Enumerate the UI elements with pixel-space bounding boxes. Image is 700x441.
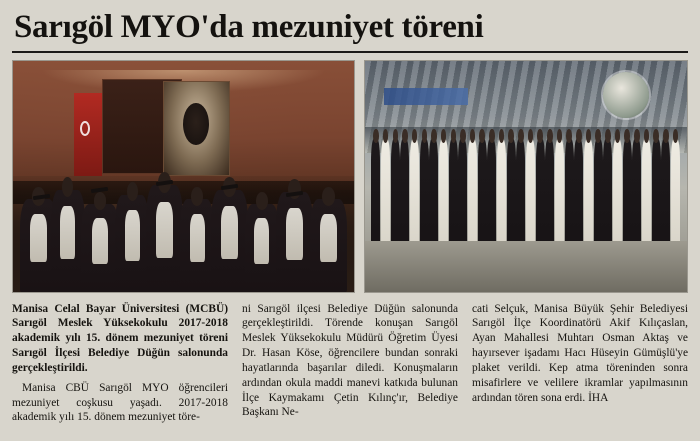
headline-divider (12, 51, 688, 53)
photo-graduates-group (364, 60, 688, 293)
article-paragraph: Manisa CBÜ Sarıgöl MYO öğrencileri mezuniyet coşkusu yaşadı. 2017-2018 akademik yılı 15. dönem mezuniyet töre- (12, 381, 228, 424)
article-body (12, 302, 688, 426)
photo-ceremony-hall (12, 60, 355, 293)
column-1 (12, 302, 228, 426)
article-paragraph: ni Sarıgöl ilçesi Belediye Düğün salonunda gerçekleştirildi. Törende konuşan Sarıgöl Meslek Yüksekokulu Müdürü Öğretim Üyesi Dr. Hasan Köse, öğrencilere bundan sonraki hayatlarında başarılar diledi. Konuşmaların ardından okula maddi manevi katkıda bulunan İlçe Kaymakamı Çetin Kılınç'ır, Belediye Başkanı Ne- (242, 302, 458, 419)
photo-row (12, 60, 688, 293)
column-2 (242, 302, 458, 426)
article-paragraph: cati Selçuk, Manisa Büyük Şehir Belediyesi Sarıgöl İlçe Koordinatörü Akif Kılıçaslan, Ayan Mahallesi Muhtarı Osman Aktaş ve hayırsever işadamı Hacı Hüseyin Gümüşlü'ye plaket verildi. Kep atma töreninden sonra misafirlere ve velilere ikramlar yapılmasının ardından tören sona erdi. İHA (472, 302, 688, 404)
column-3 (472, 302, 688, 426)
article-lead: Manisa Celal Bayar Üniversitesi (MCBÜ) Sarıgöl Meslek Yüksekokulu 2017-2018 akademik yılı 15. dönem mezuniyet töreni Sarıgöl İlçesi Belediye Düğün salonunda gerçekleştirildi. (12, 302, 228, 374)
page-title: Sarıgöl MYO'da mezuniyet töreni (14, 9, 484, 45)
